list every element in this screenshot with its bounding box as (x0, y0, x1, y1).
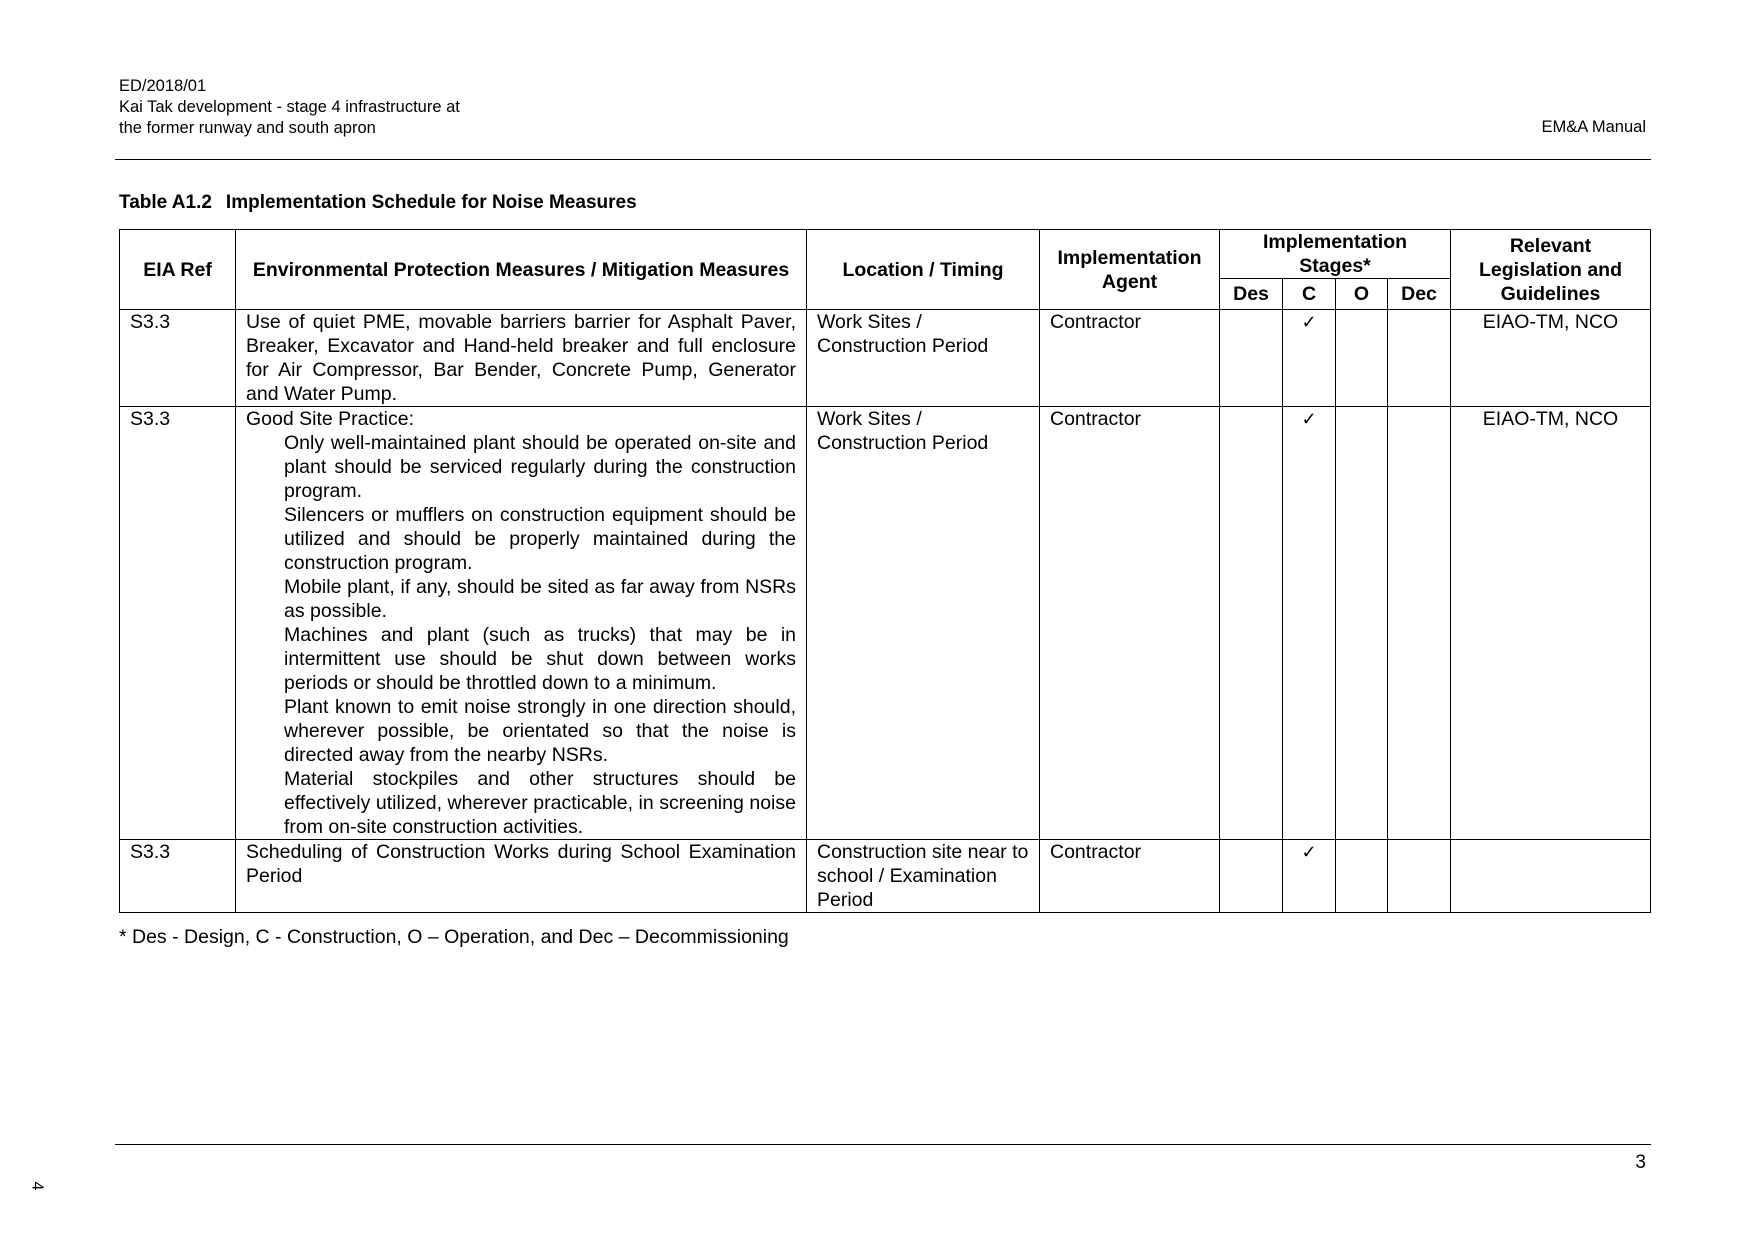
header-stage-des: Des (1220, 279, 1283, 310)
header-legislation: Relevant Legislation and Guidelines (1451, 230, 1651, 310)
header-divider (115, 159, 1651, 160)
table-row (120, 310, 1651, 407)
header-stages: Implementation Stages* (1220, 230, 1451, 279)
document-name: EM&A Manual (1541, 118, 1646, 136)
measure-sub-item: Machines and plant (such as trucks) that may be in intermittent use should be shut down between works periods or should be throttled down to a minimum. (284, 624, 796, 694)
row-agent: Contractor (1040, 407, 1220, 840)
row-measure: Use of quiet PME, movable barriers barrier for Asphalt Paver, Breaker, Excavator and Hand-held breaker and full enclosure for Air Compressor, Bar Bender, Concrete Pump, Generator and Water Pump. (236, 310, 807, 407)
header-agent: Implementation Agent (1040, 230, 1220, 310)
side-margin-mark: 4 (28, 1181, 46, 1191)
header-location: Location / Timing (807, 230, 1040, 310)
row-stage-dec (1388, 840, 1451, 913)
table-number: Table A1.2 (119, 192, 212, 213)
table-title: Implementation Schedule for Noise Measures (225, 192, 637, 213)
row-stage-o (1336, 840, 1388, 913)
implementation-schedule-table (119, 229, 1651, 913)
row-stage-des (1220, 310, 1283, 407)
header-stage-c: C (1283, 279, 1336, 310)
row-legislation: EIAO-TM, NCO (1451, 310, 1651, 407)
row-stage-c-check: ✓ (1283, 310, 1336, 407)
row-agent: Contractor (1040, 840, 1220, 913)
table-header-row (120, 230, 1651, 279)
measure-sub-item: Only well-maintained plant should be operated on-site and plant should be serviced regularly during the construction program. (284, 432, 796, 502)
measure-sub-item: Material stockpiles and other structures should be effectively utilized, wherever practicable, in screening noise from on-site construction activities. (284, 768, 796, 838)
row-ref: S3.3 (120, 840, 236, 913)
header-eia-ref: EIA Ref (120, 230, 236, 310)
row-ref: S3.3 (120, 407, 236, 840)
document-reference: ED/2018/01 (119, 77, 207, 95)
stage-footnote: * Des - Design, C - Construction, O – Operation, and Dec – Decommissioning (119, 926, 789, 948)
row-measure (236, 407, 807, 840)
table-caption (119, 192, 637, 214)
header-stage-o: O (1336, 279, 1388, 310)
measure-sub-item: Plant known to emit noise strongly in one direction should, wherever possible, be orientated so that the noise is directed away from the nearby NSRs. (284, 696, 796, 766)
row-agent: Contractor (1040, 310, 1220, 407)
row-ref: S3.3 (120, 310, 236, 407)
project-title-line-1: Kai Tak development - stage 4 infrastructure at (119, 98, 460, 116)
row-legislation (1451, 840, 1651, 913)
row-stage-dec (1388, 407, 1451, 840)
row-stage-c-check: ✓ (1283, 407, 1336, 840)
table-row (120, 407, 1651, 840)
row-stage-c-check: ✓ (1283, 840, 1336, 913)
header-stage-dec: Dec (1388, 279, 1451, 310)
row-location: Construction site near to school / Examination Period (807, 840, 1040, 913)
row-stage-des (1220, 840, 1283, 913)
footer-divider (115, 1144, 1651, 1145)
row-stage-o (1336, 407, 1388, 840)
project-title-line-2: the former runway and south apron (119, 119, 376, 137)
measure-sub-item: Silencers or mufflers on construction equipment should be utilized and should be properly maintained during the construction program. (284, 504, 796, 574)
header-measures: Environmental Protection Measures / Mitigation Measures (236, 230, 807, 310)
measure-heading: Good Site Practice: (246, 408, 414, 430)
table-row (120, 840, 1651, 913)
row-stage-dec (1388, 310, 1451, 407)
row-stage-des (1220, 407, 1283, 840)
row-location: Work Sites / Construction Period (807, 407, 1040, 840)
document-header (119, 76, 460, 139)
page-number: 3 (1635, 1152, 1646, 1173)
row-legislation: EIAO-TM, NCO (1451, 407, 1651, 840)
row-measure: Scheduling of Construction Works during School Examination Period (236, 840, 807, 913)
row-stage-o (1336, 310, 1388, 407)
row-location: Work Sites / Construction Period (807, 310, 1040, 407)
measure-sub-item: Mobile plant, if any, should be sited as far away from NSRs as possible. (284, 576, 796, 622)
